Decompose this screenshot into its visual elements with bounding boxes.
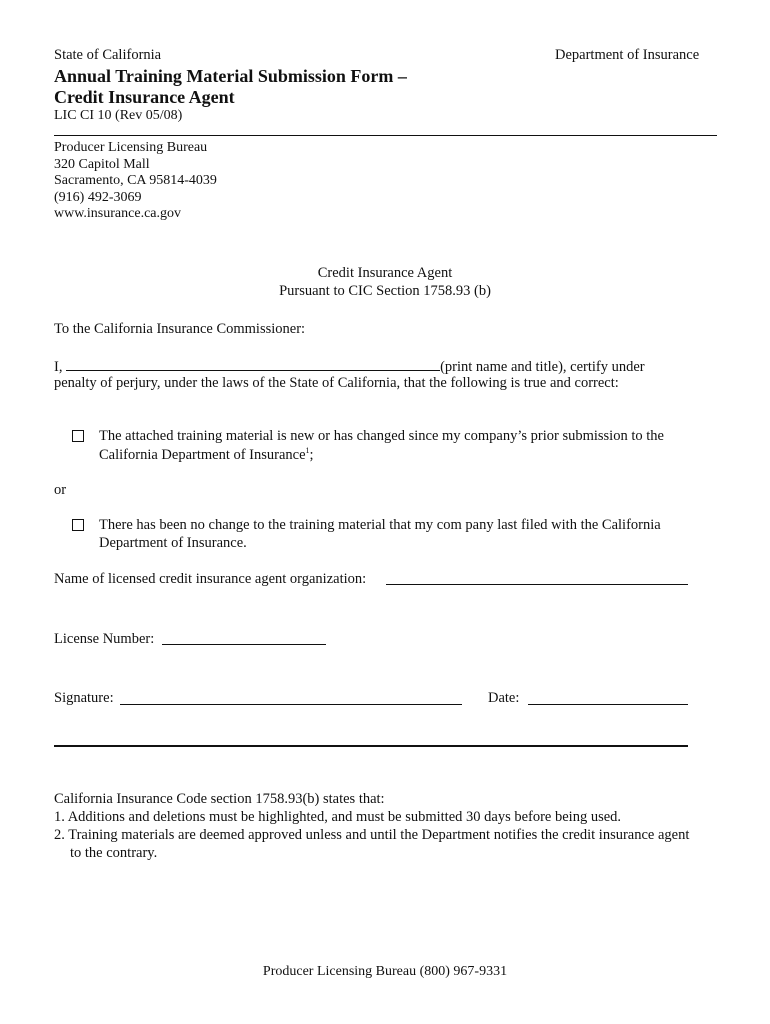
date-label: Date: <box>488 690 520 706</box>
address-bureau: Producer Licensing Bureau <box>54 140 208 155</box>
signature-label: Signature: <box>54 690 114 706</box>
option-no-change-line2: Department of Insurance. <box>99 535 247 551</box>
address-city: Sacramento, CA 95814-4039 <box>54 173 217 188</box>
signature-field[interactable] <box>120 704 462 705</box>
or-separator: or <box>54 482 67 498</box>
organization-field[interactable] <box>386 584 688 585</box>
footer-contact: Producer Licensing Bureau (800) 967-9331 <box>262 964 508 979</box>
department-label: Department of Insurance <box>555 47 700 63</box>
option-new-material-end: ; <box>309 447 314 463</box>
certify-line2: penalty of perjury, under the laws of the State of California, that the following is true and correct: <box>54 375 619 391</box>
certify-suffix: (print name and title), certify under <box>440 359 645 375</box>
option-no-change-checkbox[interactable] <box>72 519 84 531</box>
certify-line1 <box>54 357 645 376</box>
option-no-change-line1: There has been no change to the training material that my com pany last filed with the California <box>99 517 661 533</box>
subheading-line2: Pursuant to CIC Section 1758.93 (b) <box>279 283 491 299</box>
address-phone: (916) 492-3069 <box>54 189 142 205</box>
option-new-material-checkbox[interactable] <box>72 430 84 442</box>
form-title-line1: Annual Training Material Submission Form – <box>54 66 407 86</box>
license-number-label: License Number: <box>54 631 155 647</box>
salutation: To the California Insurance Commissioner: <box>54 321 306 337</box>
certify-prefix: I, <box>54 359 63 375</box>
name-title-field[interactable] <box>66 357 440 371</box>
state-label: State of California <box>54 47 162 63</box>
form-number: LIC CI 10 (Rev 05/08) <box>54 108 183 123</box>
option-new-material-text: California Department of Insurance <box>99 447 306 463</box>
address-street: 320 Capitol Mall <box>54 156 150 172</box>
option-new-material-line2 <box>99 446 314 464</box>
organization-label: Name of licensed credit insurance agent organization: <box>54 571 367 587</box>
header-divider <box>54 135 717 136</box>
license-number-field[interactable] <box>162 644 326 645</box>
address-website[interactable]: www.insurance.ca.gov <box>54 206 181 221</box>
subheading-line1: Credit Insurance Agent <box>317 265 453 281</box>
form-title-line2: Credit Insurance Agent <box>54 87 235 107</box>
code-section-item2-line1: 2. Training materials are deemed approved unless and until the Department notifies the credit insurance agent <box>54 827 690 843</box>
code-section-item1: 1. Additions and deletions must be highlighted, and must be submitted 30 days before being used. <box>54 809 622 825</box>
date-field[interactable] <box>528 704 688 705</box>
section-divider <box>54 745 688 747</box>
option-new-material-line1: The attached training material is new or has changed since my company’s prior submission to the <box>99 428 664 444</box>
code-section-item2-line2: to the contrary. <box>70 845 158 861</box>
code-section-intro: California Insurance Code section 1758.93(b) states that: <box>54 791 385 807</box>
footnote-marker: 1 <box>305 446 310 455</box>
address-block <box>54 140 217 223</box>
